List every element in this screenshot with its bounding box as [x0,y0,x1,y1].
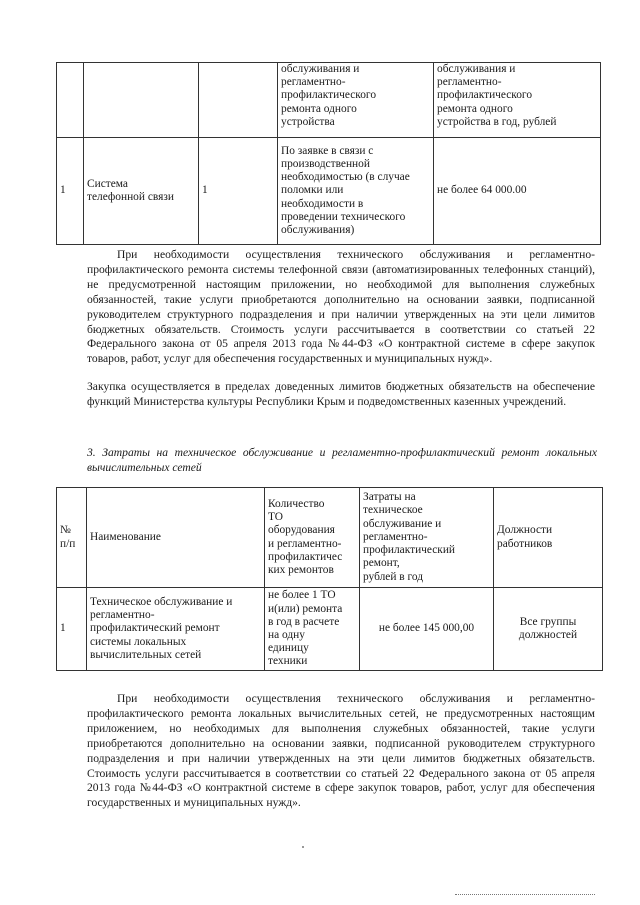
item-quantity: 1 [199,138,278,245]
table-row [57,138,601,245]
table-row [57,588,603,671]
item-positions: Все группы должностей [494,588,603,671]
header-quantity: Количество ТО оборудования и регламентно- профилактичес ких ремонтов [265,488,360,588]
item-basis: По заявке в связи с производственной необходимостью (в случае поломки или необходимости в проведении технического обслуживания) [278,138,434,245]
footer-divider [455,894,595,895]
header-name: Наименование [87,488,265,588]
table-row [57,63,601,138]
paragraph-procurement-limits: Закупка осуществляется в пределах доведенных лимитов бюджетных обязательств на обеспечение функций Министерства культуры Республики Крым и подведомственных казенных учреждений. [87,380,595,408]
table-cell [84,63,199,138]
network-costs-table [56,487,603,671]
telephone-costs-table [56,62,601,245]
header-cost: Затраты на техническое обслуживание и регламентно- профилактический ремонт, рублей в год [360,488,494,588]
row-number: 1 [57,138,84,245]
item-quantity: не более 1 ТО и(или) ремонта в год в расчете на одну единицу техники [265,588,360,671]
row-number: 1 [57,588,87,671]
table-cell: обслуживания и регламентно- профилактического ремонта одного устройства в год, рублей [434,63,601,138]
header-number: № п/п [57,488,87,588]
table-header-row [57,488,603,588]
header-positions: Должности работников [494,488,603,588]
paragraph-telephone-maintenance: При необходимости осуществления технического обслуживания и регламентно-профилактического ремонта системы телефонной связи (автоматизированных телефонных станций), не предусмотренной настоящим приложении, но необходимой для выполнения служебных обязанностей, такие услуги приобретаются дополнительно на основании заявки, подписанной руководителем структурного подразделения и при наличии утвержденных на эти цели лимитов бюджетных обязательств. Стоимость услуги рассчитывается в соответствии со статьей 22 Федерального закона от 05 апреля 2013 года №44-ФЗ «О контрактной системе в сфере закупок товаров, работ, услуг для обеспечения государственных и муниципальных нужд». [87,248,595,366]
table-cell [57,63,84,138]
item-price: не более 64 000.00 [434,138,601,245]
paragraph-network-maintenance: При необходимости осуществления технического обслуживания и регламентно-профилактического ремонта локальных вычислительных сетей, не предусмотренных настоящим приложением, но необходимых для выполнения служебных обязанностей, такие услуги приобретаются дополнительно на основании заявки, подписанной руководителем структурного подразделения и при наличии утвержденных на эти цели лимитов бюджетных обязательств. Стоимость услуги рассчитывается в соответствии со статьей 22 Федерального закона от 05 апреля 2013 года №44-ФЗ «О контрактной системе в сфере закупок товаров, работ, услуг для обеспечения государственных и муниципальных нужд». [87,692,595,810]
table-cell: обслуживания и регламентно- профилактического ремонта одного устройства [278,63,434,138]
table-cell [199,63,278,138]
item-name: Система телефонной связи [84,138,199,245]
item-name: Техническое обслуживание и регламентно- профилактический ремонт системы локальных вычислительных сетей [87,588,265,671]
section-heading-3: 3. Затраты на техническое обслуживание и регламентно-профилактический ремонт локальных вычислительных сетей [87,446,597,474]
scan-speck [302,846,304,848]
item-cost: не более 145 000,00 [360,588,494,671]
